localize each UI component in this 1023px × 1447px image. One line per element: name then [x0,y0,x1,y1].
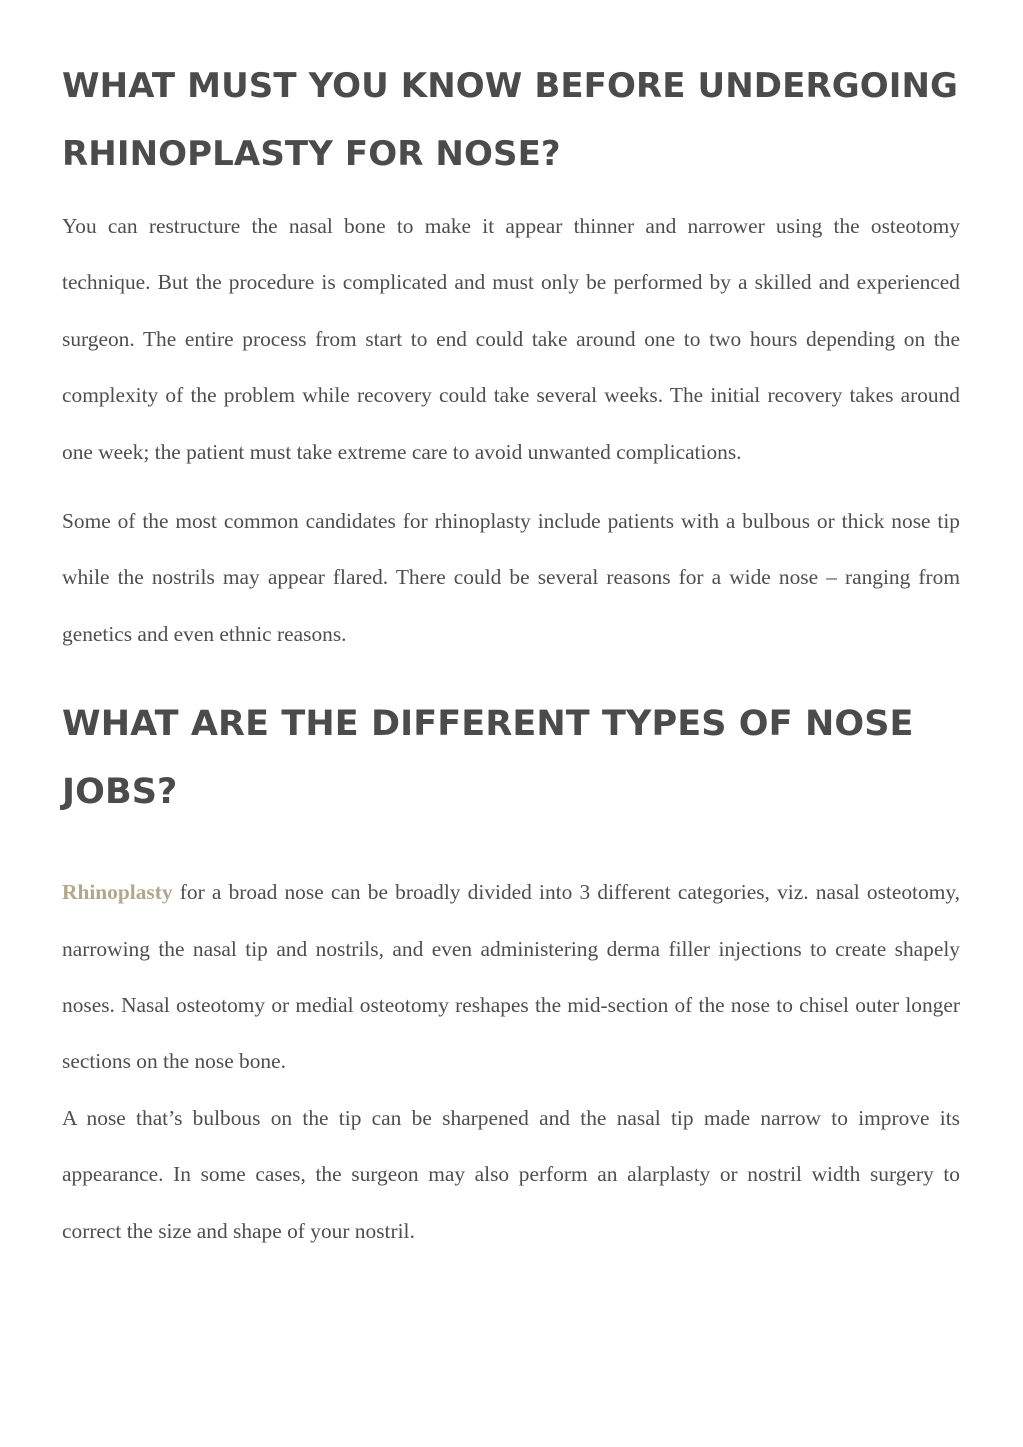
paragraph-bulbous-tip: A nose that’s bulbous on the tip can be sharpened and the nasal tip made narrow to improve its appearance. In some cases, the surgeon may also perform an alarplasty or nostril width surgery to correct the size and shape of your nostril. [62,1105,960,1243]
heading-line-2: RHINOPLASTY FOR NOSE? [62,134,561,174]
paragraph-candidates: Some of the most common candidates for rhinoplasty include patients with a bulbous or thick nose tip while the nostrils may appear flared. There could be several reasons for a wide nose – ranging from genetics and even ethnic reasons. [62,509,960,646]
paragraph-osteotomy: You can restructure the nasal bone to make it appear thinner and narrower using the osteotomy technique. But the procedure is complicated and must only be performed by a skilled and experienced surgeon. The entire process from start to end could take around one to two hours depending on the complexity of the problem while recovery could take several weeks. The initial recovery takes around one week; the patient must take extreme care to avoid unwanted complications. [62,214,960,464]
document-page [62,52,960,1259]
rhinoplasty-link[interactable]: Rhinoplasty [62,880,173,905]
section-heading-rhinoplasty-before [62,52,960,188]
section-heading-types-of-nose-jobs: WHAT ARE THE DIFFERENT TYPES OF NOSE JOBS? [62,704,914,813]
paragraph-types-text: for a broad nose can be broadly divided into 3 different categories, viz. nasal osteotomy, narrowing the nasal tip and nostrils, and even administering derma filler injections to create shapely noses. Nasal osteotomy or medial osteotomy reshapes the mid-section of the nose to chisel outer longer sections on the nose bone. [62,880,960,1074]
heading-line-1: WHAT MUST YOU KNOW BEFORE UNDERGOING [62,66,959,106]
paragraph-types [62,864,960,1090]
